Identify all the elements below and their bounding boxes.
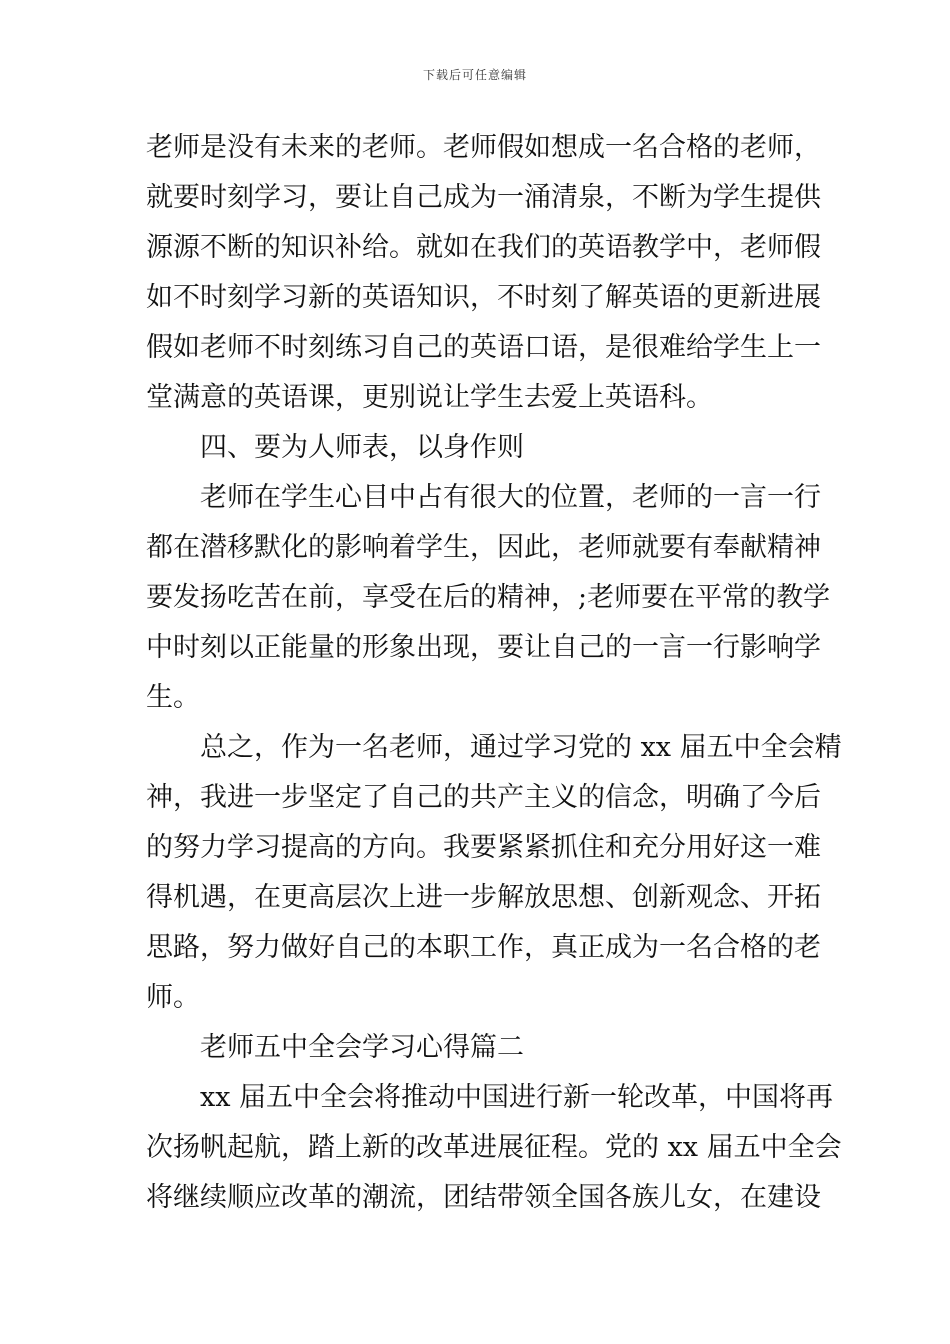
text-line: 老师在学生心目中占有很大的位置，老师的一言一行 xyxy=(200,482,821,513)
text-line: 的努力学习提高的方向。我要紧紧抓住和充分用好这一难 xyxy=(146,832,821,863)
text-line: 源源不断的知识补给。就如在我们的英语教学中，老师假 xyxy=(146,232,821,263)
text-line: 假如老师不时刻练习自己的英语口语，是很难给学生上一 xyxy=(146,332,821,363)
text-line: 如不时刻学习新的英语知识，不时刻了解英语的更新进展 xyxy=(146,282,821,313)
text-line: 中时刻以正能量的形象出现，要让自己的一言一行影响学 xyxy=(146,632,821,663)
paragraph-continuation xyxy=(146,123,821,423)
text-line: 师。 xyxy=(146,982,200,1013)
text-line: 都在潜移默化的影响着学生，因此，老师就要有奉献精神 xyxy=(146,532,821,563)
text-line: 得机遇，在更高层次上进一步解放思想、创新观念、开拓 xyxy=(146,882,821,913)
text-line: 神，我进一步坚定了自己的共产主义的信念，明确了今后 xyxy=(146,782,821,813)
section-title-part-two xyxy=(146,1023,808,1073)
text-line: 就要时刻学习，要让自己成为一涌清泉，不断为学生提供 xyxy=(146,182,821,213)
text-line: xx 届五中全会将推动中国进行新一轮改革，中国将再 xyxy=(200,1082,834,1113)
page-header-note: 下载后可任意编辑 xyxy=(422,68,527,82)
text-line: 要发扬吃苦在前，享受在后的精神，;老师要在平常的教学 xyxy=(146,582,831,613)
paragraph-conclusion xyxy=(146,723,842,1023)
paragraph-reform xyxy=(146,1073,842,1223)
text-line: 生。 xyxy=(146,682,200,713)
text-line: 老师是没有未来的老师。老师假如想成一名合格的老师， xyxy=(146,132,821,163)
heading-text: 老师五中全会学习心得篇二 xyxy=(200,1032,524,1063)
paragraph-role-model xyxy=(146,473,831,723)
text-line: 总之，作为一名老师，通过学习党的 xx 届五中全会精 xyxy=(200,732,842,763)
text-line: 思路，努力做好自己的本职工作，真正成为一名合格的老 xyxy=(146,932,821,963)
text-line: 次扬帆起航，踏上新的改革进展征程。党的 xx 届五中全会 xyxy=(146,1132,842,1163)
text-line: 将继续顺应改革的潮流，团结带领全国各族儿女，在建设 xyxy=(146,1182,821,1213)
text-line: 堂满意的英语课，更别说让学生去爱上英语科。 xyxy=(146,382,713,413)
heading-text: 四、要为人师表，以身作则 xyxy=(200,432,524,463)
document-body xyxy=(146,123,842,1223)
section-heading-four xyxy=(146,423,808,473)
